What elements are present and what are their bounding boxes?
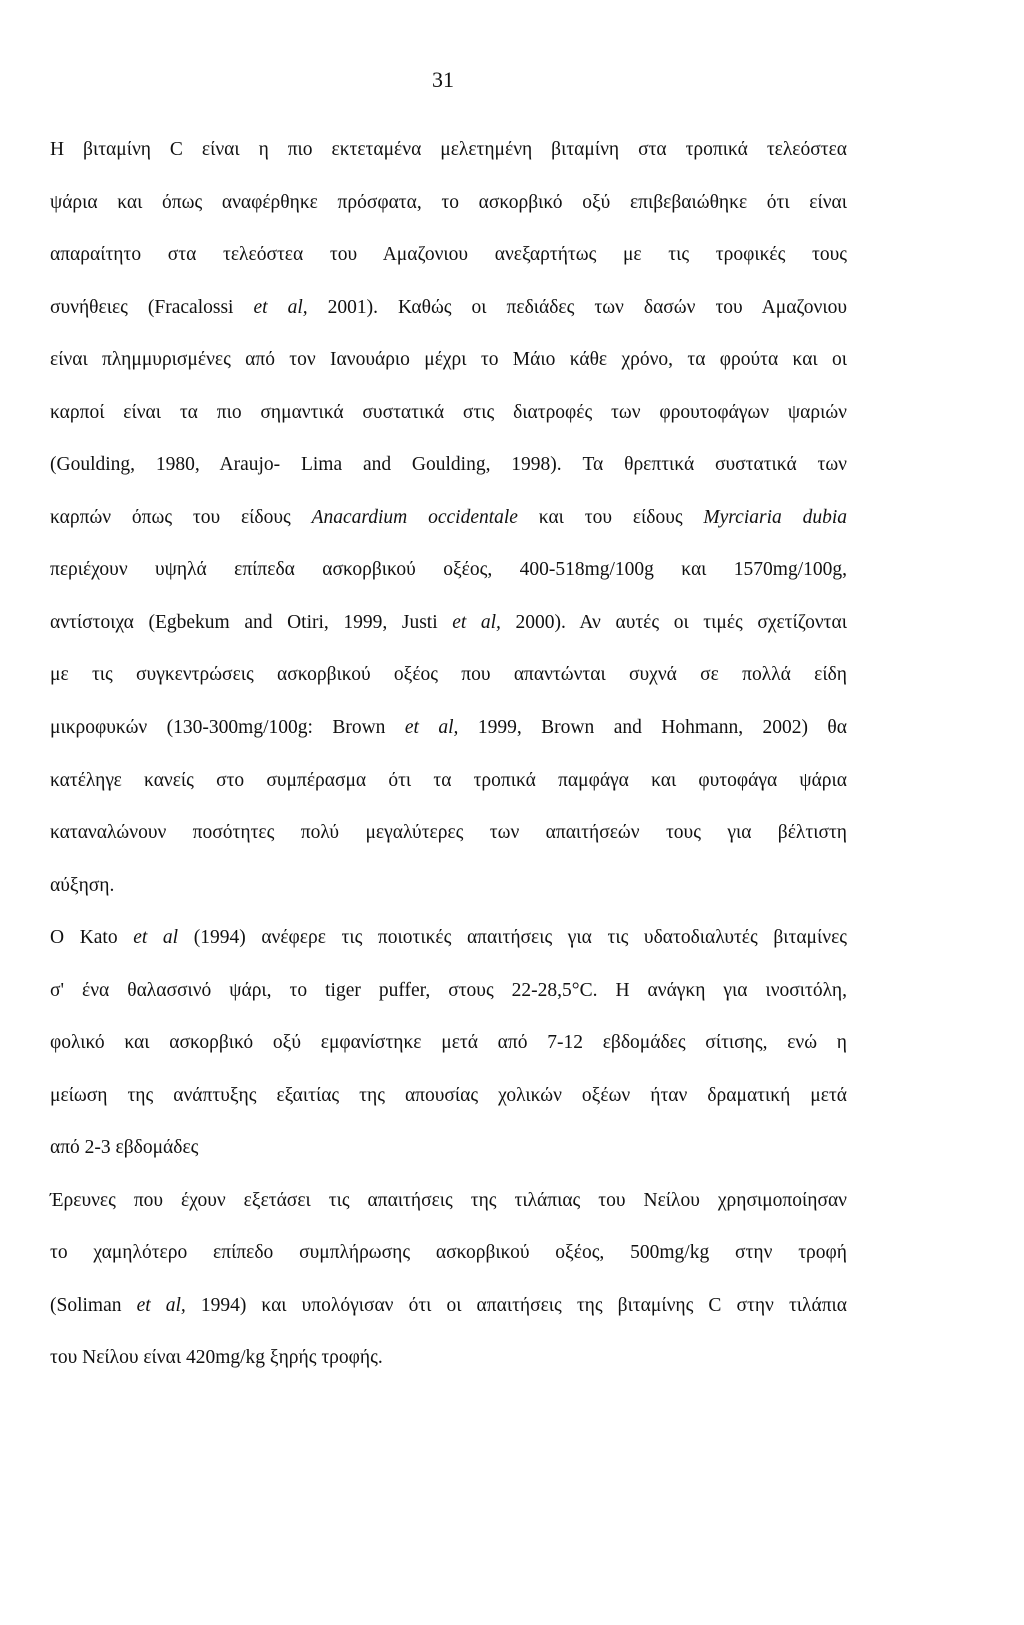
text-segment: και του είδους (517, 507, 704, 528)
text-line (50, 609, 847, 637)
text-line (50, 504, 847, 532)
text-line (50, 977, 847, 1005)
text-segment: αντίστοιχα (Egbekum and Otiri, 1999, Justi (50, 612, 453, 633)
species-name: Myrciaria dubia (703, 507, 847, 528)
text-segment: αύξηση. (50, 875, 115, 896)
text-segment: είναι πλημμυρισμένες από τον Ιανουάριο μέχρι το Μάιο κάθε χρόνο, τα φρούτα και οι (50, 349, 847, 370)
text-line (50, 872, 114, 900)
text-segment: (1994) ανέφερε τις ποιοτικές απαιτήσεις για τις υδατοδιαλυτές βιταμίνες (178, 927, 847, 948)
text-line (50, 399, 847, 427)
text-line (50, 1344, 383, 1372)
text-line (50, 1239, 847, 1267)
text-line (50, 1134, 198, 1162)
text-line (50, 819, 847, 847)
text-segment: φολικό και ασκορβικό οξύ εμφανίστηκε μετά από 7-12 εβδομάδες σίτισης, ενώ η (50, 1032, 847, 1053)
text-line (50, 451, 847, 479)
text-segment: από 2-3 εβδομάδες (50, 1137, 199, 1158)
text-segment: με τις συγκεντρώσεις ασκορβικού οξέος που απαντώνται συχνά σε πολλά είδη (50, 664, 847, 685)
text-line (50, 346, 847, 374)
italic-citation: et al, (136, 1295, 186, 1316)
text-segment: 1999, Brown and Hohmann, 2002) θα (458, 717, 847, 738)
text-segment: κατέληγε κανείς στο συμπέρασμα ότι τα τροπικά παμφάγα και φυτοφάγα ψάρια (50, 770, 847, 791)
text-segment: ψάρια και όπως αναφέρθηκε πρόσφατα, το ασκορβικό οξύ επιβεβαιώθηκε ότι είναι (50, 192, 847, 213)
text-segment: O Kato (50, 927, 134, 948)
text-line (50, 1082, 847, 1110)
text-segment: Έρευνες που έχουν εξετάσει τις απαιτήσεις της τιλάπιας του Νείλου χρησιμοποίησαν (50, 1190, 847, 1211)
text-line (50, 661, 847, 689)
text-line (50, 136, 847, 164)
text-line (50, 189, 847, 217)
text-line (50, 241, 847, 269)
italic-citation: et al, (452, 612, 501, 633)
text-line (50, 294, 847, 322)
text-segment: καταναλώνουν ποσότητες πολύ μεγαλύτερες των απαιτήσεών τους για βέλτιστη (50, 822, 847, 843)
text-segment: (Goulding, 1980, Araujo- Lima and Goulding, 1998). Τα θρεπτικά συστατικά των (50, 454, 847, 475)
species-name: Anacardium occidentale (311, 507, 518, 528)
text-segment: το χαμηλότερο επίπεδο συμπλήρωσης ασκορβικού οξέος, 500mg/kg στην τροφή (50, 1242, 847, 1263)
italic-citation: et al, (253, 297, 308, 318)
text-segment: καρπών όπως του είδους (50, 507, 312, 528)
text-segment: 1994) και υπολόγισαν ότι οι απαιτήσεις της βιταμίνης C στην τιλάπια (185, 1295, 848, 1316)
italic-citation: et al (133, 927, 179, 948)
text-segment: σ' ένα θαλασσινό ψάρι, το tiger puffer, στους 22-28,5°C. Η ανάγκη για ινοσιτόλη, (50, 980, 847, 1001)
text-line (50, 714, 847, 742)
text-segment: 2001). Καθώς οι πεδιάδες των δασών του Αμαζονιου (307, 297, 847, 318)
text-segment: απαραίτητο στα τελεόστεα του Αμαζονιου ανεξαρτήτως με τις τροφικές τους (50, 244, 847, 265)
text-segment: καρποί είναι τα πιο σημαντικά συστατικά στις διατροφές των φρουτοφάγων ψαριών (50, 402, 847, 423)
text-line (50, 1187, 847, 1215)
text-segment: μικροφυκών (130-300mg/100g: Brown (50, 717, 405, 738)
text-segment: συνήθειες (Fracalossi (50, 297, 254, 318)
text-segment: Η βιταμίνη C είναι η πιο εκτεταμένα μελετημένη βιταμίνη στα τροπικά τελεόστεα (50, 139, 847, 160)
text-segment: 2000). Αν αυτές οι τιμές σχετίζονται (500, 612, 847, 633)
text-segment: μείωση της ανάπτυξης εξαιτίας της απουσίας χολικών οξέων ήταν δραματική μετά (50, 1085, 847, 1106)
text-segment: (Soliman (50, 1295, 137, 1316)
text-line (50, 924, 847, 952)
text-line (50, 767, 847, 795)
text-segment: του Νείλου είναι 420mg/kg ξηρής τροφής. (50, 1347, 383, 1368)
text-line (50, 1029, 847, 1057)
text-line (50, 556, 847, 584)
italic-citation: et al, (404, 717, 459, 738)
page-number: 31 (432, 67, 454, 92)
text-segment: περιέχουν υψηλά επίπεδα ασκορβικού οξέος, 400-518mg/100g και 1570mg/100g, (50, 559, 847, 580)
text-line (50, 1292, 847, 1320)
